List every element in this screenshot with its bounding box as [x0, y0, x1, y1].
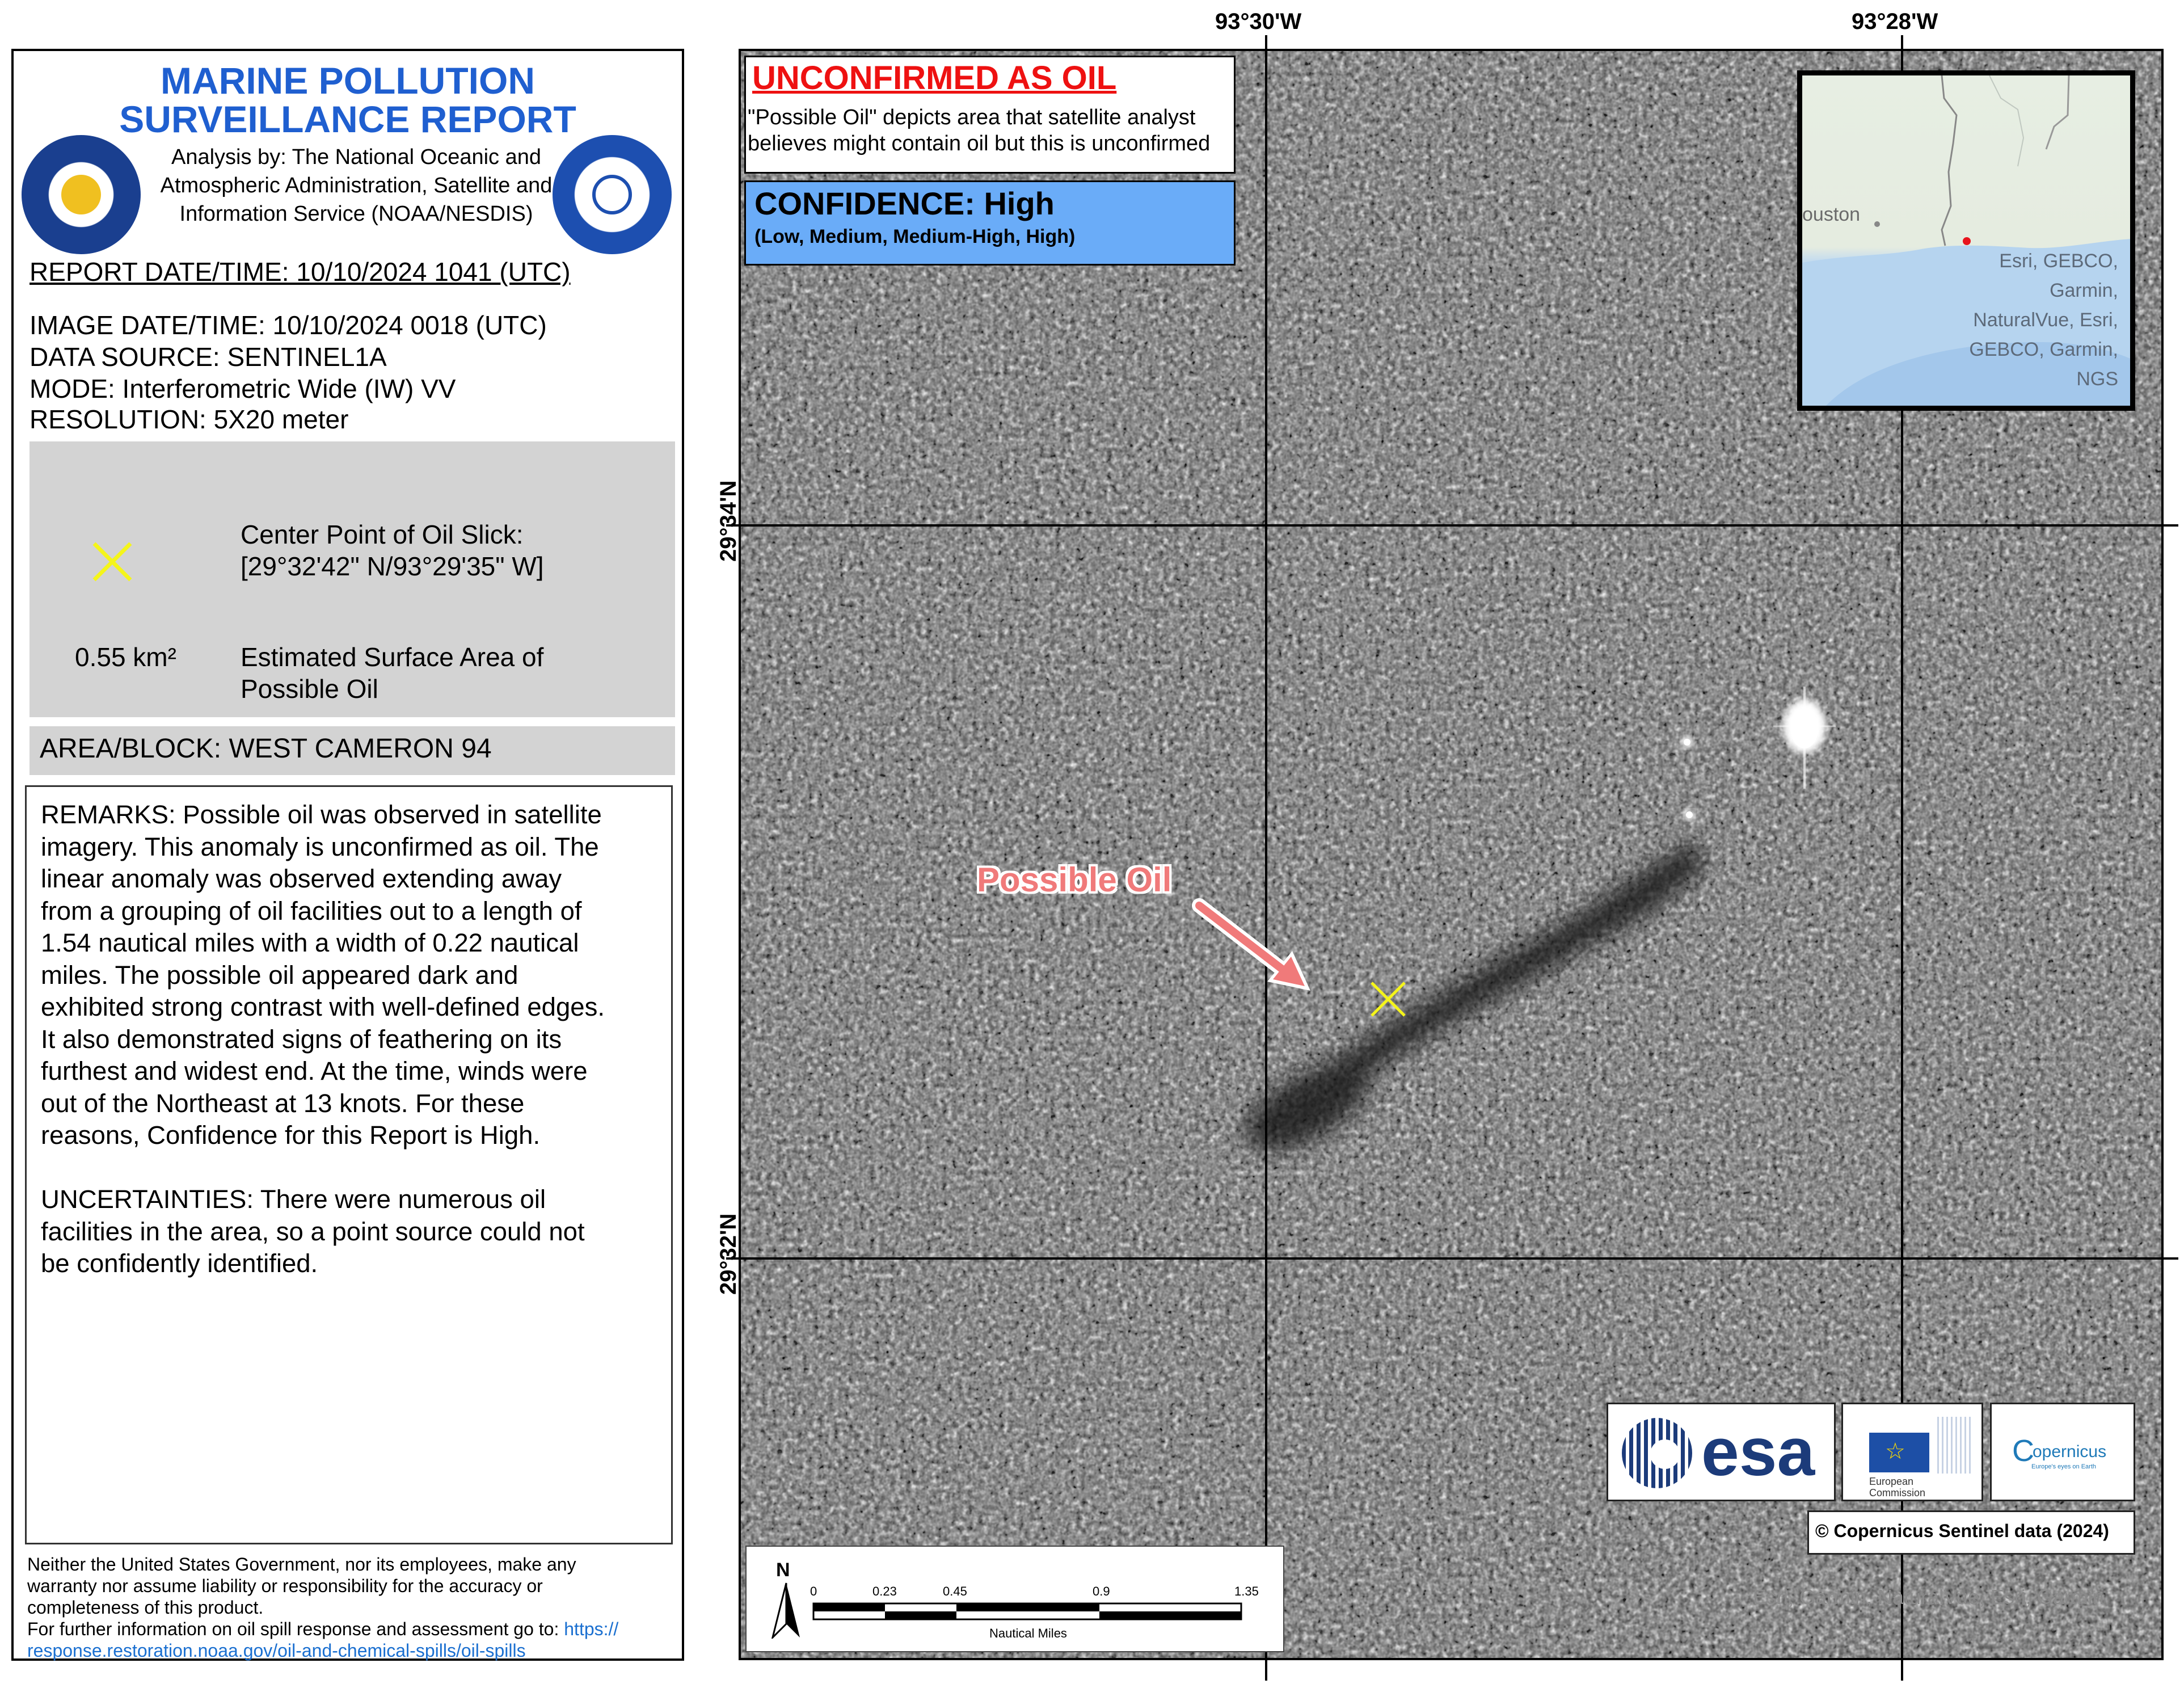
- disclaimer: [27, 1554, 680, 1661]
- uncertainties-text: [41, 1184, 665, 1280]
- disclaimer-line: completeness of this product.: [27, 1597, 264, 1618]
- scale-tick-label: 1.35: [1234, 1584, 1259, 1598]
- ec-logo-line: Commission: [1869, 1487, 1926, 1498]
- inset-city-label: ouston: [1802, 204, 1861, 225]
- remarks-line: furthest and widest end. At the time, winds were: [41, 1056, 588, 1085]
- center-point-marker-icon: [1369, 980, 1407, 1018]
- confidence-scale: (Low, Medium, Medium-High, High): [754, 226, 1076, 247]
- analysis-line: Atmospheric Administration, Satellite and: [160, 174, 553, 197]
- center-point-label: Center Point of Oil Slick:: [241, 520, 524, 549]
- disclaimer-line: warranty nor assume liability or responsibility for the accuracy or: [27, 1576, 543, 1596]
- disclaimer-line: Neither the United States Government, nor its employees, make any: [27, 1554, 576, 1575]
- graticule-line: [1265, 35, 1267, 1681]
- possible-oil-arrow-icon: [1191, 896, 1316, 999]
- further-info-text: For further information on oil spill response and assessment go to:: [27, 1619, 564, 1639]
- center-point-value: [29°32'42" N/93°29'35" W]: [241, 552, 544, 581]
- surface-area-label: Possible Oil: [241, 674, 378, 704]
- unconfirmed-description: [748, 104, 1236, 157]
- copernicus-logo: [1990, 1403, 2135, 1501]
- scale-tick-label: 0.45: [943, 1584, 967, 1598]
- unconfirmed-title: UNCONFIRMED AS OIL: [752, 60, 1117, 96]
- remarks-line: It also demonstrated signs of feathering on its: [41, 1024, 562, 1054]
- graticule-line: [726, 1257, 2178, 1260]
- longitude-label: 93°30'W: [1215, 9, 1302, 34]
- inset-attribution-line: GEBCO, Garmin,: [1969, 339, 2118, 360]
- center-point-marker-icon: [91, 540, 134, 583]
- report-title-line2: SURVEILLANCE REPORT: [119, 98, 576, 140]
- remarks-text: [41, 799, 665, 1152]
- north-arrow-icon: [770, 1582, 802, 1639]
- report-title-line1: MARINE POLLUTION: [161, 60, 535, 102]
- remarks-line: miles. The possible oil appeared dark and: [41, 960, 518, 990]
- surface-area-value: 0.55 km²: [75, 642, 176, 672]
- inset-attribution-line: NGS: [2076, 368, 2118, 390]
- imaging-mode: MODE: Interferometric Wide (IW) VV: [29, 374, 456, 403]
- oil-spill-link[interactable]: https://: [564, 1619, 619, 1639]
- scale-tick-label: 0: [810, 1584, 817, 1598]
- possible-oil-label: Possible Oil: [977, 861, 1172, 899]
- basemap-attribution: Esri, Garmin, NaturalVue, Esri, Garmin: [1753, 1585, 2104, 1609]
- confidence-title: CONFIDENCE: High: [754, 186, 1055, 221]
- oil-spill-link[interactable]: response.restoration.noaa.gov/oil-and-chemical-spills/oil-spills: [27, 1640, 526, 1661]
- further-info-line: [27, 1618, 680, 1640]
- european-commission-logo: ☆ European Commission: [1841, 1403, 1983, 1501]
- copyright: © Copernicus Sentinel data (2024): [1815, 1521, 2109, 1541]
- inset-attribution-line: Esri, GEBCO,: [1999, 250, 2118, 272]
- department-of-commerce-seal-icon: [22, 135, 141, 254]
- esa-logo: [1607, 1403, 1836, 1501]
- copernicus-tagline: Europe's eyes on Earth: [2031, 1463, 2097, 1470]
- remarks-line: out of the Northeast at 13 knots. For these: [41, 1088, 525, 1118]
- remarks-line: 1.54 nautical miles with a width of 0.22 nautical: [41, 928, 579, 957]
- ec-logo-line: European: [1869, 1476, 1914, 1487]
- unconfirmed-description-line: "Possible Oil" depicts area that satellite analyst: [748, 106, 1196, 129]
- ec-logo-text: [1869, 1476, 1925, 1498]
- scale-tick-label: 0.9: [1093, 1584, 1110, 1598]
- remarks-line: imagery. This anomaly is unconfirmed as oil. The: [41, 832, 599, 861]
- image-datetime: IMAGE DATE/TIME: 10/10/2024 0018 (UTC): [29, 310, 547, 340]
- image-resolution: RESOLUTION: 5X20 meter: [29, 405, 349, 434]
- esa-logo-text: esa: [1701, 1414, 1815, 1490]
- unconfirmed-description-line: believes might contain oil but this is unconfirmed: [748, 132, 1211, 155]
- remarks-line: reasons, Confidence for this Report is High.: [41, 1121, 541, 1150]
- slick-location-marker-icon: [1963, 237, 1971, 245]
- report-datetime: REPORT DATE/TIME: 10/10/2024 1041 (UTC): [29, 257, 571, 287]
- scale-units: Nautical Miles: [989, 1626, 1067, 1640]
- north-label: N: [776, 1559, 790, 1581]
- uncertainties-line: be confidently identified.: [41, 1249, 318, 1278]
- uncertainties-line: facilities in the area, so a point source could not: [41, 1216, 585, 1246]
- latitude-label: 29°34'N: [716, 480, 741, 562]
- remarks-line: REMARKS: Possible oil was observed in satellite: [41, 800, 602, 829]
- noaa-logo-icon: [553, 135, 672, 254]
- scale-bar: [812, 1601, 1243, 1622]
- remarks-line: exhibited strong contrast with well-defined edges.: [41, 992, 605, 1021]
- inset-attribution: [1917, 246, 2118, 394]
- berlaymont-icon: [1937, 1417, 1974, 1474]
- surface-area-label: Estimated Surface Area of: [241, 642, 544, 672]
- remarks-line: from a grouping of oil facilities out to a length of: [41, 896, 582, 925]
- area-block: AREA/BLOCK: WEST CAMERON 94: [40, 734, 492, 764]
- analysis-line: Information Service (NOAA/NESDIS): [179, 202, 533, 226]
- analysis-credit: [152, 143, 560, 228]
- houston-city-marker-icon: [1874, 221, 1880, 227]
- inset-attribution-line: NaturalVue, Esri,: [1973, 309, 2118, 331]
- copernicus-logo-text: opernicus: [2033, 1442, 2107, 1461]
- latitude-label: 29°32'N: [716, 1213, 741, 1295]
- scale-tick-label: 0.23: [872, 1584, 897, 1598]
- graticule-line: [726, 524, 2178, 527]
- inset-attribution-line: Garmin,: [2050, 280, 2118, 301]
- uncertainties-line: UNCERTAINTIES: There were numerous oil: [41, 1185, 546, 1214]
- scale-bar-box: [745, 1546, 1284, 1652]
- remarks-line: linear anomaly was observed extending away: [41, 864, 562, 893]
- longitude-label: 93°28'W: [1852, 9, 1938, 34]
- copernicus-c-icon: C: [2012, 1434, 2034, 1468]
- analysis-line: Analysis by: The National Oceanic and: [171, 145, 541, 169]
- data-source: DATA SOURCE: SENTINEL1A: [29, 342, 387, 372]
